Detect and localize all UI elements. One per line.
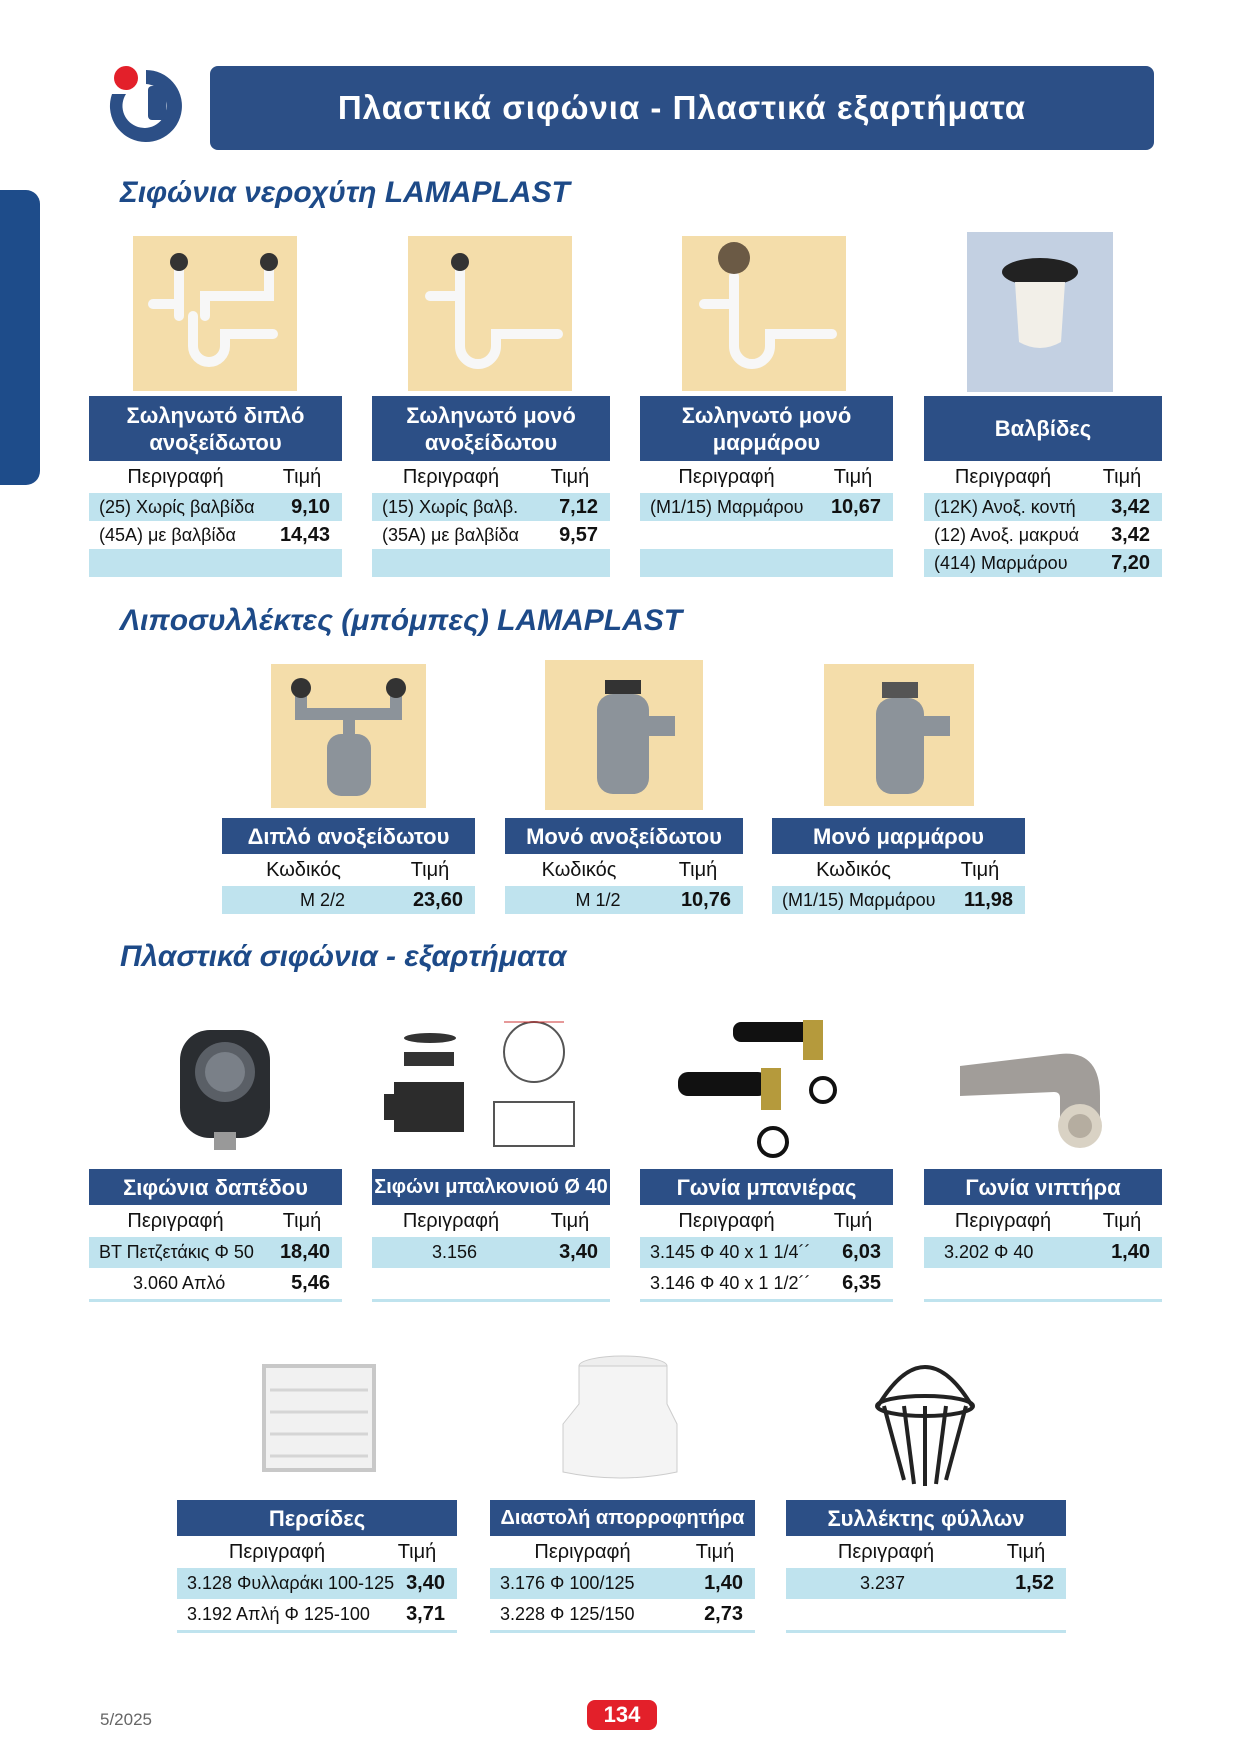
row-price: 6,35 [842,1272,881,1294]
table-header [372,461,610,493]
hood-reducer-image [555,1352,685,1487]
column-price: Τιμή [678,858,718,881]
table-row [772,886,1025,914]
row-price: 2,73 [704,1603,743,1625]
table-louvres [177,1500,457,1633]
table-header [89,1205,342,1237]
double-grease-trap-image [271,664,426,808]
column-price: Τιμή [833,465,873,488]
louvre-vent-image [258,1360,388,1480]
table-row [372,1237,610,1268]
bathtub-elbow-image [673,1012,853,1162]
row-description: 3.237 [860,1573,906,1593]
table-header [640,1205,893,1237]
valves-image [967,232,1113,392]
basin-elbow-image [950,1026,1130,1156]
row-description: (45Α) με βαλβίδα [99,524,236,545]
row-price: 11,98 [964,888,1013,911]
table-row [505,886,743,914]
column-code: Κωδικός [816,858,891,881]
table-row [924,1237,1162,1268]
page-number: 134 [587,1700,657,1730]
row-price: 7,12 [559,495,598,518]
table-double-grease-trap [222,818,475,914]
row-price: 7,20 [1111,551,1150,574]
column-price: Τιμή [550,1209,590,1232]
table-row [372,521,610,549]
table-header [772,854,1025,886]
table-marble-grease-trap [772,818,1025,914]
table-valves [924,396,1162,577]
column-description: Περιγραφή [127,1209,224,1232]
table-leaf-catcher [786,1500,1066,1633]
column-code: Κωδικός [541,858,617,881]
table-row-empty [372,1268,610,1302]
company-logo [104,64,188,148]
column-price: Τιμή [695,1540,735,1563]
table-title: Μονό μαρμάρου [772,818,1025,854]
column-price: Τιμή [282,465,322,488]
table-hood-reducer [490,1500,755,1633]
row-price: 5,46 [291,1272,330,1294]
table-header [222,854,475,886]
table-header [372,1205,610,1237]
table-row [222,886,475,914]
table-header [89,461,342,493]
column-price: Τιμή [833,1209,873,1232]
table-row [640,1237,893,1268]
table-row [89,493,342,521]
table-title: Σιφώνι μπαλκονιού Ø 40 [372,1169,610,1205]
row-price: 1,52 [1015,1572,1054,1594]
table-header [640,461,893,493]
table-row [924,521,1162,549]
table-row [89,521,342,549]
row-description: (12) Ανοξ. μακρυά [934,524,1080,545]
table-row-empty [89,549,342,577]
row-price: 3,42 [1111,495,1150,518]
column-description: Περιγραφή [678,1209,775,1232]
column-price: Τιμή [282,1209,322,1232]
column-description: Περιγραφή [127,465,224,488]
column-price: Τιμή [397,1540,437,1563]
leaf-catcher-image [870,1348,980,1488]
row-price: 10,67 [830,495,881,518]
row-price: 3,71 [406,1603,445,1625]
table-row [786,1568,1066,1599]
table-header [177,1536,457,1568]
table-title: Γωνία νιπτήρα [924,1169,1162,1205]
double-tube-siphon-image [133,236,297,391]
table-title: Γωνία μπανιέρας [640,1169,893,1205]
row-description: (Μ1/15) Μαρμάρου [650,496,804,517]
floor-drain-image [170,1022,280,1152]
section-title-sink-siphons: Σιφώνια νεροχύτη LAMAPLAST [120,176,570,209]
row-description: 3.060 Απλό [133,1273,226,1293]
table-row-empty [372,549,610,577]
column-description: Περιγραφή [402,465,500,488]
table-header [490,1536,755,1568]
table-row [924,549,1162,577]
row-code: Μ 1/2 [575,889,621,910]
row-description: 3.176 Φ 100/125 [500,1573,635,1593]
table-row [490,1568,755,1599]
table-title: Σωληνωτό διπλό ανοξείδωτου [89,396,342,461]
table-header [924,1205,1162,1237]
row-price: 18,40 [279,1241,330,1263]
table-row-empty [924,1268,1162,1302]
row-description: (12Κ) Ανοξ. κοντή [934,496,1076,517]
row-price: 10,76 [680,888,731,911]
table-row [89,1268,342,1302]
balcony-drain-image [384,1012,594,1162]
row-description: 3.202 Φ 40 [944,1242,1034,1262]
column-description: Περιγραφή [837,1540,935,1563]
row-price: 1,40 [704,1572,743,1594]
column-description: Περιγραφή [402,1209,500,1232]
table-title: Διαστολή απορροφητήρα [490,1500,755,1536]
table-row-empty [640,549,893,577]
column-description: Περιγραφή [954,465,1052,488]
section-title-plastic-siphons: Πλαστικά σιφώνια - εξαρτήματα [120,940,567,973]
table-double-tube [89,396,342,577]
table-row [924,493,1162,521]
table-title: Σιφώνια δαπέδου [89,1169,342,1205]
table-header [924,461,1162,493]
table-row [640,1268,893,1302]
row-price: 23,60 [412,888,463,911]
table-row [490,1599,755,1633]
table-row [372,493,610,521]
row-code: Μ 2/2 [299,889,345,910]
table-title: Συλλέκτης φύλλων [786,1500,1066,1536]
row-description: 3.146 Φ 40 x 1 1/2´´ [650,1273,811,1293]
column-price: Τιμή [410,858,450,881]
column-description: Περιγραφή [534,1540,631,1563]
single-tube-siphon-image [408,236,572,391]
row-description: 3.192 Απλή Φ 125-100 [187,1604,370,1624]
column-description: Περιγραφή [228,1540,326,1563]
column-price: Τιμή [550,465,590,488]
row-price: 9,57 [559,523,598,546]
table-row [177,1568,457,1599]
column-description: Περιγραφή [678,465,775,488]
table-header [786,1536,1066,1568]
marble-tube-siphon-image [682,236,846,391]
row-description: (25) Χωρίς βαλβίδα [99,496,255,517]
section-title-grease-traps: Λιποσυλλέκτες (μπόμπες) LAMAPLAST [120,604,683,637]
row-description: 3.228 Φ 125/150 [500,1604,635,1624]
table-row [89,1237,342,1268]
table-row-empty [640,521,893,549]
row-price: 3,42 [1111,523,1150,546]
column-code: Κωδικός [266,858,341,881]
row-price: 9,10 [291,495,330,518]
row-description: (15) Χωρίς βαλβ. [382,496,519,517]
column-price: Τιμή [1102,465,1142,488]
table-marble-tube [640,396,893,577]
table-row [640,493,893,521]
table-title: Περσίδες [177,1500,457,1536]
marble-grease-trap-image [824,664,974,806]
table-row [177,1599,457,1633]
row-description: 3.156 [432,1242,478,1262]
table-title: Βαλβίδες [924,396,1162,461]
row-price: 14,43 [279,523,330,546]
row-price: 3,40 [559,1241,598,1263]
side-tab [0,190,40,485]
table-header [505,854,743,886]
column-price: Τιμή [960,858,1000,881]
table-basin-elbow [924,1169,1162,1302]
table-balcony-drain [372,1169,610,1302]
row-description: 3.145 Φ 40 x 1 1/4´´ [650,1242,811,1262]
table-single-grease-trap [505,818,743,914]
row-description: (414) Μαρμάρου [934,552,1068,573]
table-title: Σωληνωτό μονό μαρμάρου [640,396,893,461]
table-title: Σωληνωτό μονό ανοξείδωτου [372,396,610,461]
table-title: Μονό ανοξείδωτου [505,818,743,854]
row-price: 3,40 [406,1572,445,1594]
table-row-empty [786,1599,1066,1633]
page-title: Πλαστικά σιφώνια - Πλαστικά εξαρτήματα [210,66,1154,150]
table-bathtub-elbow [640,1169,893,1302]
table-title: Διπλό ανοξείδωτου [222,818,475,854]
single-grease-trap-image [545,660,703,810]
table-single-tube [372,396,610,577]
edition-date: 5/2025 [100,1710,152,1729]
row-price: 6,03 [842,1241,881,1263]
row-description: ΒΤ Πετζετάκις Φ 50 [99,1242,254,1262]
row-description: 3.128 Φυλλαράκι 100-125 [187,1573,395,1593]
row-code: (Μ1/15) Μαρμάρου [782,889,936,910]
row-description: (35Α) με βαλβίδα [382,524,519,545]
column-price: Τιμή [1102,1209,1142,1232]
table-floor-drains [89,1169,342,1302]
column-price: Τιμή [1006,1540,1046,1563]
row-price: 1,40 [1111,1241,1150,1263]
column-description: Περιγραφή [954,1209,1052,1232]
